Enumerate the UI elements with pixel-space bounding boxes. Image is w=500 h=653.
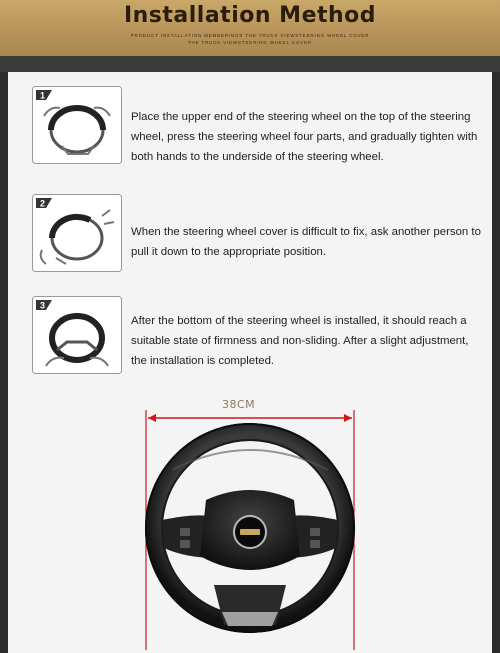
lower-chrome-trim	[222, 612, 278, 626]
step-1-illustration-icon	[32, 86, 122, 164]
page-title: Installation Method	[123, 3, 377, 28]
step-3-illustration-icon	[32, 296, 122, 374]
step-2-illustration-icon	[32, 194, 122, 272]
step-1-text: Place the upper end of the steering wheel on the top of the steering wheel, press the steering wheel four parts, and gradually tighten with both hands to the underside of the steering wheel.	[131, 111, 478, 163]
header-banner	[0, 0, 500, 56]
header-subtitle-line1: PRODUCT INSTALLATION MEMBERINGS THE TRUCK VIEWSTEERING WHEEL COVER	[130, 33, 370, 38]
step-2-number: 2	[40, 198, 46, 209]
step-3-text: After the bottom of the steering wheel is installed, it should reach a suitable state of firmness and non-sliding. After a slight adjustment, the installation is completed.	[131, 315, 469, 367]
step-3-number: 3	[40, 300, 46, 311]
step-2-text: When the steering wheel cover is difficult to fix, ask another person to pull it down to the appropriate position.	[131, 226, 481, 258]
dimension-label: 38CM	[222, 398, 256, 411]
step-1-number: 1	[40, 90, 46, 101]
header-divider-band	[0, 56, 500, 72]
steering-wheel-image	[130, 390, 370, 650]
header-subtitle-line2: THE TRUCK VIEWSTEERING WHEEL COVER	[187, 40, 313, 45]
